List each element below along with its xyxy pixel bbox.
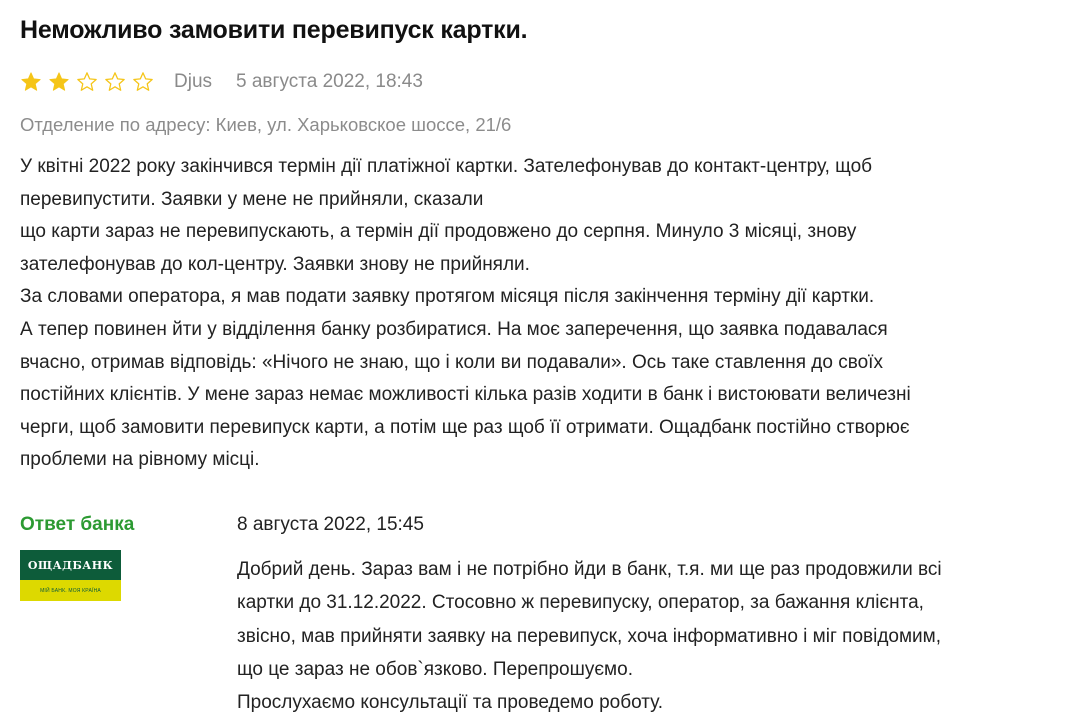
review-body-line: За словами оператора, я мав подати заявку протягом місяця після закінчення терміну дії картки. (20, 286, 875, 308)
bank-reply-line: що це зараз не обов`язково. Перепрошуємо. (237, 658, 633, 680)
rating-stars (20, 71, 160, 93)
review-body-line: У квітні 2022 року закінчився термін дії платіжної картки. Зателефонував до контакт-центру, щоб (20, 156, 873, 177)
bank-reply-line: Добрий день. Зараз вам і не потрібно йди в банк, т.я. ми ще раз продовжили всі (237, 559, 942, 580)
review-body-line: черги, щоб замовити перевипуск карти, а потім ще раз щоб її отримати. Ощадбанк постійно створює (20, 416, 910, 438)
star-icon (132, 71, 154, 93)
review-body (20, 151, 1060, 477)
bank-reply-date: 8 августа 2022, 15:45 (237, 514, 424, 535)
star-icon (104, 71, 126, 93)
review-body-line: проблеми на рівному місці. (20, 449, 260, 471)
bank-reply-label: Ответ банка (20, 514, 135, 535)
review-meta (20, 68, 1060, 96)
bank-logo-tagline: МІЙ БАНК. МОЯ КРАЇНА (20, 580, 121, 601)
review-card (20, 0, 1060, 477)
review-body-line: зателефонував до кол-центру. Заявки знову не прийняли. (20, 253, 530, 275)
review-date: 5 августа 2022, 18:43 (236, 71, 423, 92)
review-body-line: перевипустити. Заявки у мене не прийняли, сказали (20, 188, 484, 210)
bank-logo-name: ОЩАДБАНК (20, 550, 121, 580)
bank-logo (20, 550, 121, 601)
bank-reply-text (237, 553, 1057, 719)
review-body-line: постійних клієнтів. У мене зараз немає можливості кілька разів ходити в банк і вистоювати величезні (20, 384, 911, 406)
review-title: Неможливо замовити перевипуск картки. (20, 16, 528, 44)
review-body-line: що карти зараз не перевипускають, а термін дії продовжено до серпня. Минуло 3 місяці, знову (20, 221, 857, 243)
review-body-line: вчасно, отримав відповідь: «Нічого не знаю, що і коли ви подавали». Ось таке ставлення до своїх (20, 351, 883, 373)
bank-reply-line: звісно, мав прийняти заявку на перевипуск, хоча інформативно і міг повідомим, (237, 625, 942, 647)
branch-address: Отделение по адресу: Киев, ул. Харьковское шоссе, 21/6 (20, 114, 512, 135)
bank-reply-line: картки до 31.12.2022. Стосовно ж перевипуску, оператор, за бажання клієнта, (237, 592, 924, 614)
star-icon (76, 71, 98, 93)
bank-reply-line: Прослухаємо консультації та проведемо роботу. (237, 692, 664, 714)
review-body-line: А тепер повинен йти у відділення банку розбиратися. На моє заперечення, що заявка подавалася (20, 318, 888, 340)
review-author[interactable]: Djus (174, 71, 213, 92)
star-icon (20, 71, 42, 93)
star-icon (48, 71, 70, 93)
